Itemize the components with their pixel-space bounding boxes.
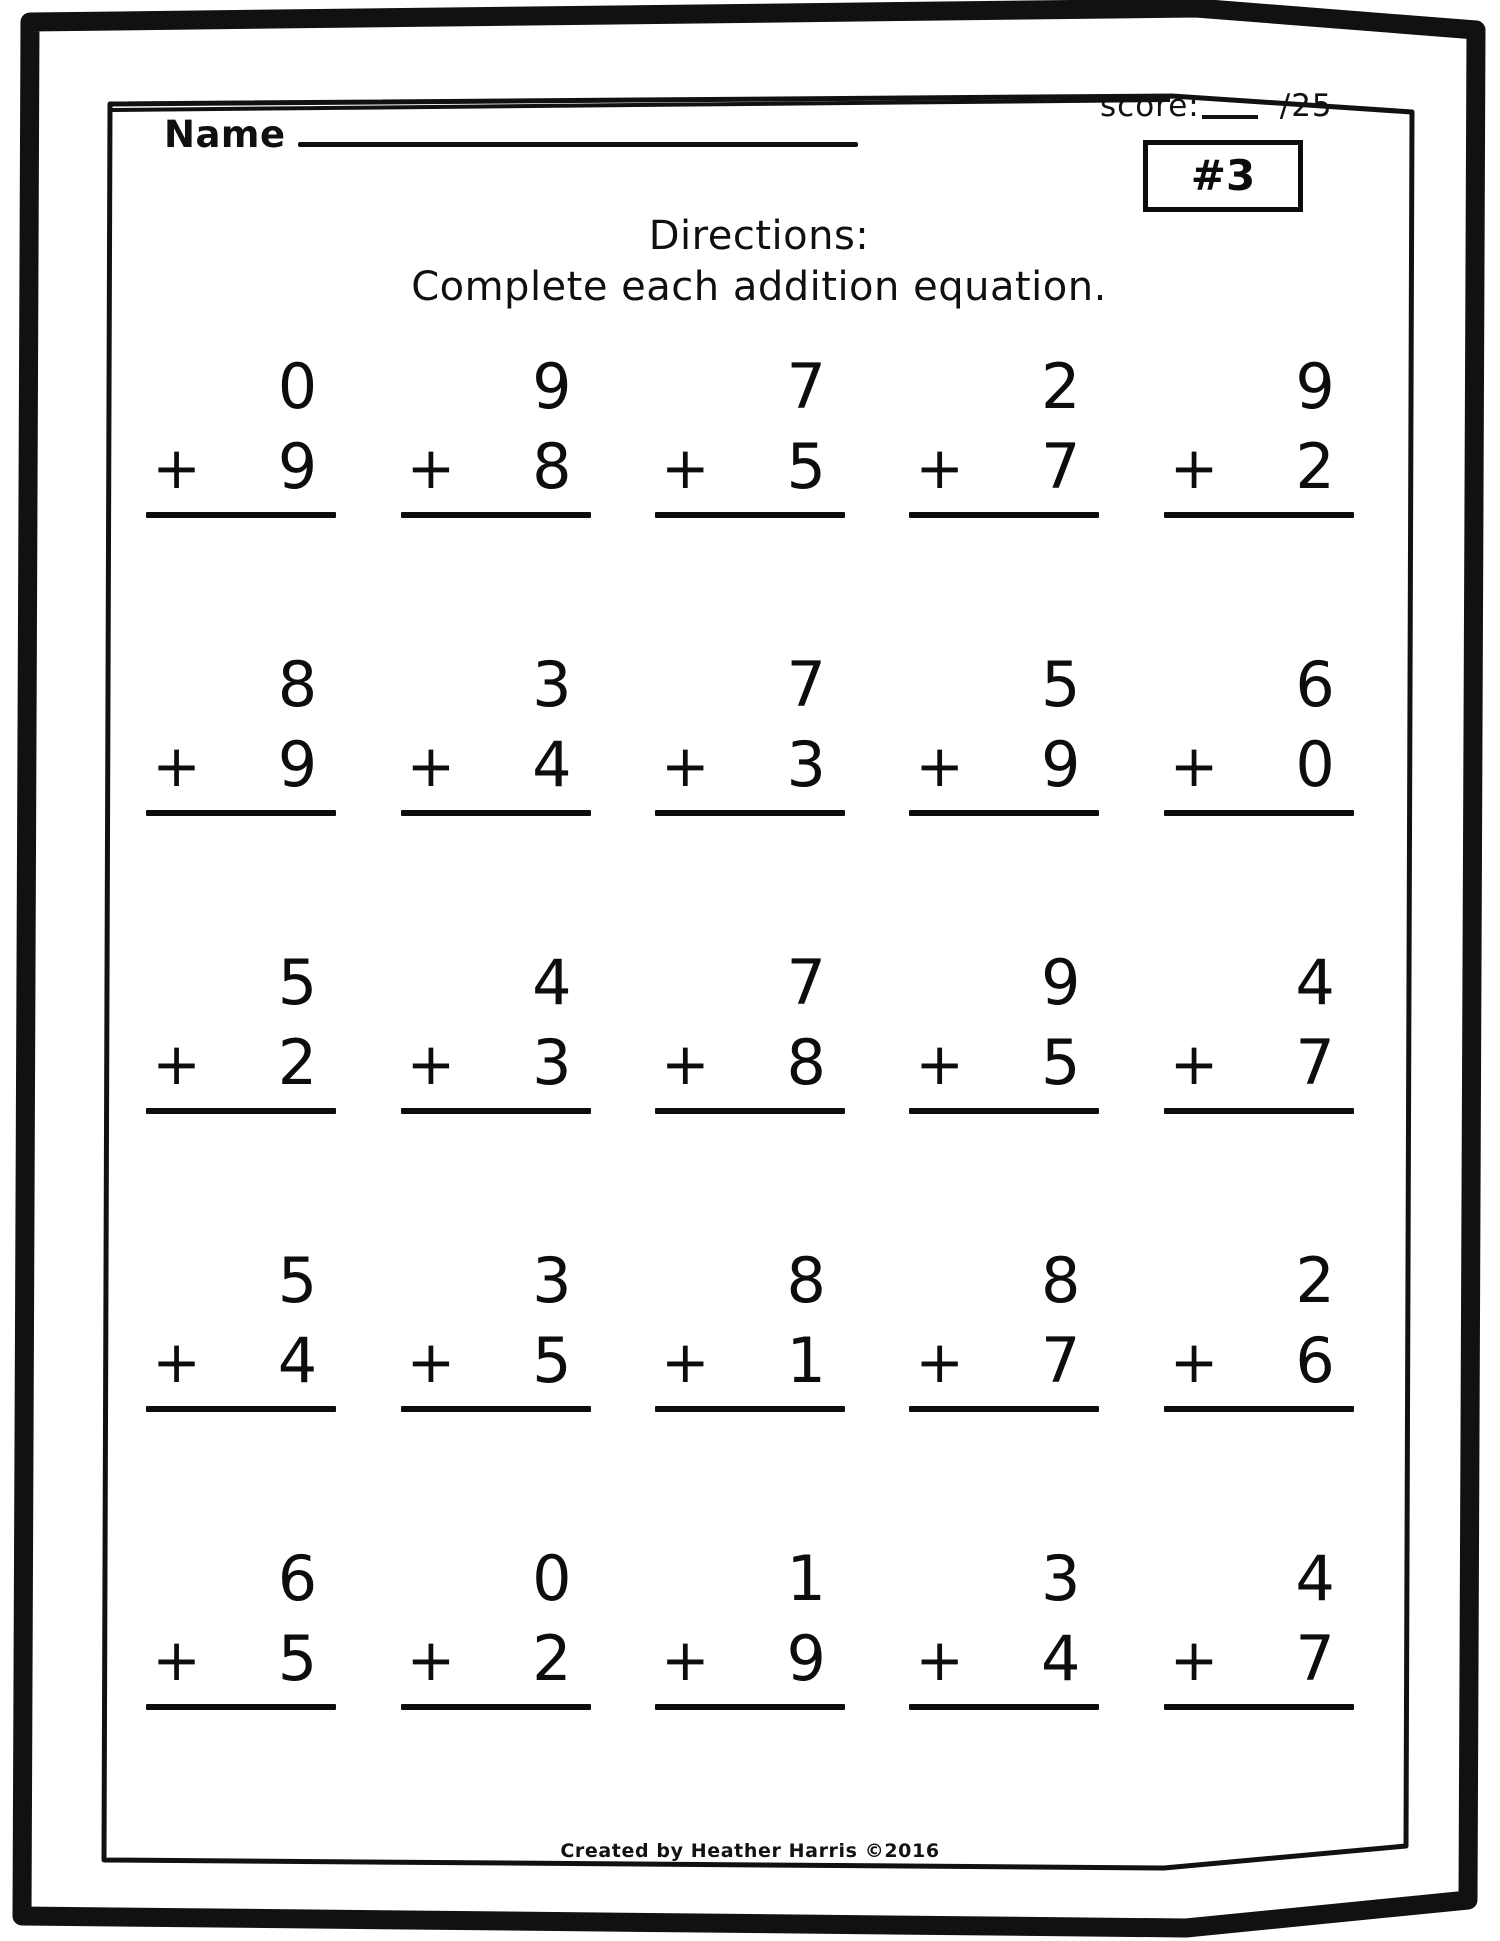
plus-sign-icon: + [406, 1626, 457, 1694]
problem-bottom-row [146, 1324, 336, 1397]
problem-bottom-row [1164, 728, 1354, 801]
problem-bottom-row [1164, 1324, 1354, 1397]
problem-bottom-row [909, 430, 1099, 503]
directions-title: Directions: [648, 213, 870, 259]
plus-sign-icon: + [915, 1328, 965, 1396]
problem-top-addend: 4 [532, 946, 573, 1019]
plus-sign-icon: + [406, 732, 457, 800]
plus-sign-icon: + [152, 1030, 202, 1098]
addition-problem[interactable] [146, 1542, 336, 1846]
addition-problem[interactable] [1164, 648, 1354, 952]
footer-credit: Created by Heather Harris ©2016 [560, 1840, 940, 1862]
problem-top-addend: 0 [532, 1542, 573, 1615]
problem-bottom-row [146, 1622, 336, 1695]
problem-top-addend: 4 [1295, 946, 1336, 1019]
name-input-line[interactable] [298, 142, 858, 147]
problem-bottom-row [655, 430, 845, 503]
addition-problem[interactable] [1164, 1542, 1354, 1846]
plus-sign-icon: + [406, 434, 457, 502]
answer-line[interactable] [146, 1406, 336, 1412]
addition-problem[interactable] [401, 946, 591, 1250]
plus-sign-icon: + [152, 434, 202, 502]
plus-sign-icon: + [406, 1328, 457, 1396]
problem-top-addend: 4 [1295, 1542, 1336, 1615]
sheet-number-box [1143, 140, 1303, 212]
problem-top-addend: 9 [532, 350, 573, 423]
problem-bottom-addend: 4 [277, 1324, 319, 1397]
answer-line[interactable] [146, 1704, 336, 1710]
answer-line[interactable] [655, 810, 845, 816]
score-label: score: [1100, 88, 1200, 124]
problem-top-addend: 8 [1040, 1244, 1082, 1317]
answer-line[interactable] [401, 1704, 591, 1710]
addition-problem[interactable] [655, 648, 845, 952]
answer-line[interactable] [655, 512, 845, 518]
directions-block [132, 212, 1386, 312]
problem-bottom-addend: 4 [1040, 1622, 1082, 1695]
answer-line[interactable] [1164, 1108, 1354, 1114]
problem-top-addend: 9 [1295, 350, 1336, 423]
problem-bottom-addend: 5 [532, 1324, 573, 1397]
answer-line[interactable] [146, 1108, 336, 1114]
addition-problem[interactable] [909, 1542, 1099, 1846]
answer-line[interactable] [1164, 1704, 1354, 1710]
addition-problem[interactable] [146, 1244, 336, 1548]
problem-bottom-row [401, 1324, 591, 1397]
problem-top-addend: 3 [1040, 1542, 1082, 1615]
problem-bottom-addend: 3 [532, 1026, 573, 1099]
addition-problem[interactable] [146, 946, 336, 1250]
problem-top-addend: 3 [532, 1244, 573, 1317]
problem-top-addend: 9 [1040, 946, 1082, 1019]
name-label: Name [164, 113, 286, 156]
problem-bottom-addend: 2 [532, 1622, 573, 1695]
problem-bottom-addend: 7 [1040, 430, 1082, 503]
problem-bottom-addend: 2 [1295, 430, 1336, 503]
problem-bottom-row [909, 1026, 1099, 1099]
problem-bottom-row [1164, 430, 1354, 503]
plus-sign-icon: + [1169, 732, 1220, 800]
addition-problem[interactable] [909, 350, 1099, 654]
answer-line[interactable] [655, 1108, 845, 1114]
problem-top-addend: 6 [277, 1542, 319, 1615]
score-input-blank[interactable] [1202, 115, 1258, 119]
plus-sign-icon: + [152, 1626, 202, 1694]
plus-sign-icon: + [660, 1626, 711, 1694]
problem-grid [114, 350, 1386, 1846]
answer-line[interactable] [146, 810, 336, 816]
answer-line[interactable] [401, 1108, 591, 1114]
sheet-number-label: #3 [1190, 151, 1256, 200]
addition-problem[interactable] [909, 946, 1099, 1250]
problem-bottom-row [401, 430, 591, 503]
addition-problem[interactable] [655, 1542, 845, 1846]
footer [60, 1840, 1440, 1862]
problem-bottom-addend: 5 [277, 1622, 319, 1695]
problem-bottom-row [1164, 1622, 1354, 1695]
problem-bottom-addend: 0 [1295, 728, 1336, 801]
plus-sign-icon: + [660, 1328, 711, 1396]
plus-sign-icon: + [660, 732, 711, 800]
score-block [1088, 88, 1358, 212]
plus-sign-icon: + [915, 732, 965, 800]
plus-sign-icon: + [1169, 1030, 1220, 1098]
name-field-row [164, 113, 858, 156]
problem-bottom-row [655, 1622, 845, 1695]
problem-bottom-row [909, 1622, 1099, 1695]
worksheet-header [114, 70, 1386, 220]
addition-problem[interactable] [146, 350, 336, 654]
addition-problem[interactable] [1164, 1244, 1354, 1548]
problem-bottom-addend: 4 [532, 728, 573, 801]
problem-bottom-addend: 5 [1040, 1026, 1082, 1099]
problem-bottom-addend: 6 [1295, 1324, 1336, 1397]
directions-text: Complete each addition equation. [411, 264, 1107, 310]
problem-top-addend: 7 [786, 350, 827, 423]
problem-top-addend: 7 [786, 648, 827, 721]
answer-line[interactable] [1164, 810, 1354, 816]
addition-problem[interactable] [401, 1244, 591, 1548]
problem-top-addend: 7 [786, 946, 827, 1019]
plus-sign-icon: + [152, 732, 202, 800]
problem-top-addend: 1 [786, 1542, 827, 1615]
problem-bottom-addend: 7 [1040, 1324, 1082, 1397]
addition-problem[interactable] [401, 648, 591, 952]
problem-bottom-addend: 8 [532, 430, 573, 503]
worksheet-content [60, 46, 1440, 1896]
problem-bottom-row [146, 430, 336, 503]
problem-bottom-row [146, 728, 336, 801]
addition-problem[interactable] [401, 1542, 591, 1846]
score-row [1088, 88, 1358, 124]
score-total-label: /25 [1279, 88, 1333, 124]
answer-line[interactable] [401, 1406, 591, 1412]
problem-bottom-addend: 2 [277, 1026, 319, 1099]
problem-bottom-addend: 3 [786, 728, 827, 801]
problem-bottom-addend: 9 [1040, 728, 1082, 801]
answer-line[interactable] [909, 1704, 1099, 1710]
answer-line[interactable] [1164, 1406, 1354, 1412]
plus-sign-icon: + [406, 1030, 457, 1098]
problem-bottom-addend: 7 [1295, 1026, 1336, 1099]
problem-bottom-addend: 9 [277, 728, 319, 801]
problem-top-addend: 5 [277, 1244, 319, 1317]
addition-problem[interactable] [655, 1244, 845, 1548]
answer-line[interactable] [655, 1406, 845, 1412]
plus-sign-icon: + [660, 434, 711, 502]
problem-top-addend: 5 [1040, 648, 1082, 721]
answer-line[interactable] [1164, 512, 1354, 518]
problem-bottom-addend: 9 [277, 430, 319, 503]
problem-top-addend: 6 [1295, 648, 1336, 721]
plus-sign-icon: + [152, 1328, 202, 1396]
answer-line[interactable] [655, 1704, 845, 1710]
problem-top-addend: 2 [1040, 350, 1082, 423]
answer-line[interactable] [909, 512, 1099, 518]
problem-top-addend: 2 [1295, 1244, 1336, 1317]
problem-bottom-row [909, 1324, 1099, 1397]
problem-bottom-row [1164, 1026, 1354, 1099]
problem-bottom-row [655, 1026, 845, 1099]
addition-problem[interactable] [401, 350, 591, 654]
addition-problem[interactable] [655, 350, 845, 654]
answer-line[interactable] [909, 810, 1099, 816]
problem-bottom-row [401, 1026, 591, 1099]
problem-bottom-addend: 1 [786, 1324, 827, 1397]
problem-top-addend: 5 [277, 946, 319, 1019]
answer-line[interactable] [909, 1406, 1099, 1412]
plus-sign-icon: + [1169, 1328, 1220, 1396]
addition-problem[interactable] [146, 648, 336, 952]
problem-bottom-row [401, 728, 591, 801]
problem-bottom-addend: 5 [786, 430, 827, 503]
plus-sign-icon: + [1169, 1626, 1220, 1694]
problem-bottom-addend: 7 [1295, 1622, 1336, 1695]
answer-line[interactable] [146, 512, 336, 518]
problem-top-addend: 0 [277, 350, 319, 423]
problem-bottom-addend: 8 [786, 1026, 827, 1099]
plus-sign-icon: + [915, 1030, 965, 1098]
problem-bottom-addend: 9 [786, 1622, 827, 1695]
plus-sign-icon: + [915, 1626, 965, 1694]
problem-top-addend: 8 [786, 1244, 827, 1317]
addition-problem[interactable] [1164, 350, 1354, 654]
addition-problem[interactable] [1164, 946, 1354, 1250]
problem-bottom-row [909, 728, 1099, 801]
problem-top-addend: 3 [532, 648, 573, 721]
addition-problem[interactable] [909, 648, 1099, 952]
problem-bottom-row [655, 1324, 845, 1397]
plus-sign-icon: + [1169, 434, 1220, 502]
addition-problem[interactable] [655, 946, 845, 1250]
answer-line[interactable] [401, 512, 591, 518]
plus-sign-icon: + [915, 434, 965, 502]
problem-top-addend: 8 [277, 648, 319, 721]
plus-sign-icon: + [660, 1030, 711, 1098]
answer-line[interactable] [909, 1108, 1099, 1114]
problem-bottom-row [655, 728, 845, 801]
problem-bottom-row [401, 1622, 591, 1695]
answer-line[interactable] [401, 810, 591, 816]
problem-bottom-row [146, 1026, 336, 1099]
addition-problem[interactable] [909, 1244, 1099, 1548]
